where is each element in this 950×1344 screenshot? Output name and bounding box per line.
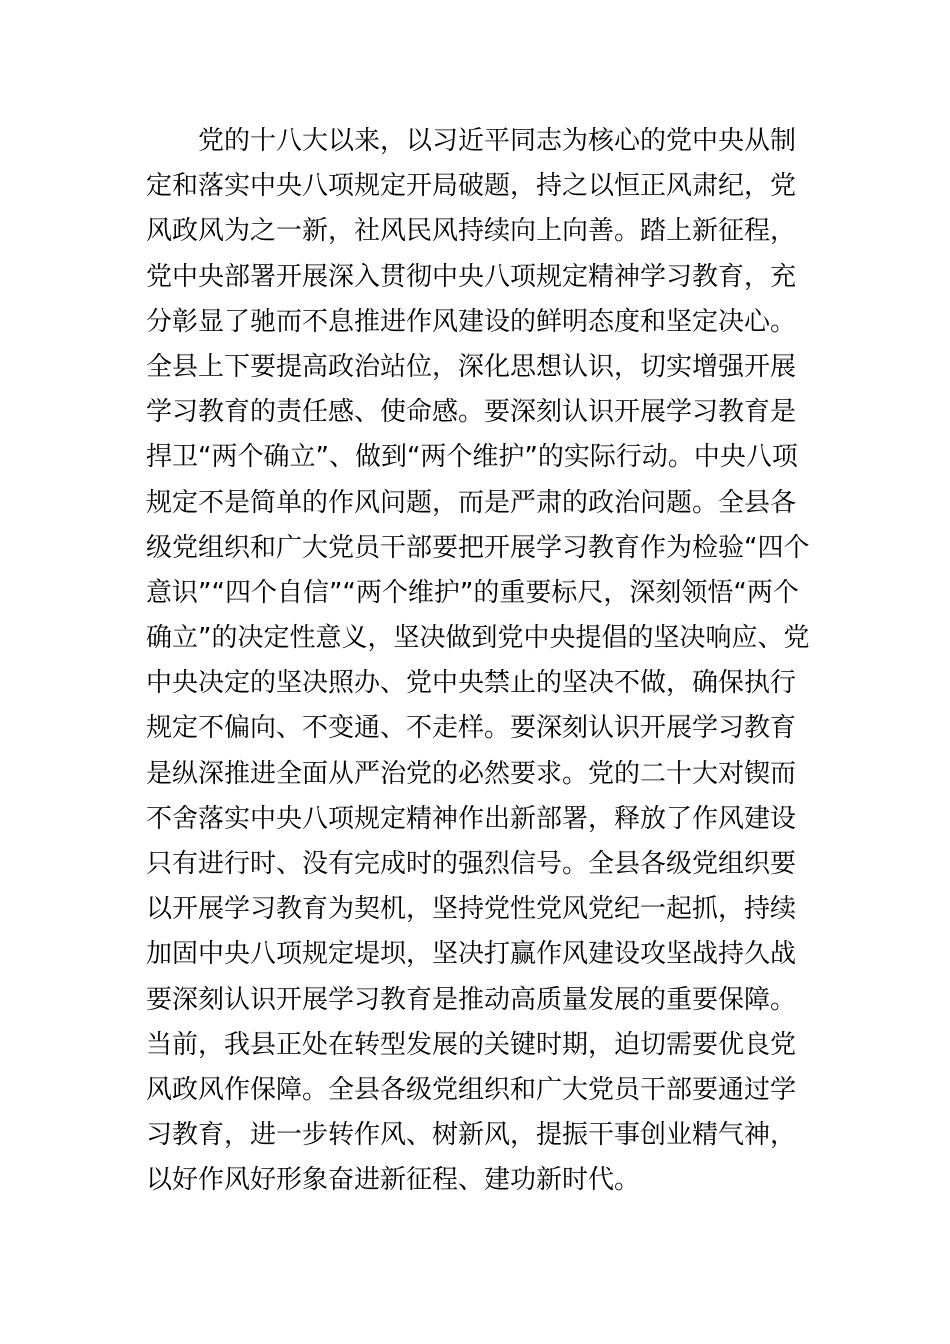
text-line-12: 确立”的决定性意义，坚决做到党中央提倡的坚决响应、党 — [146, 623, 810, 654]
text-line-20: 要深刻认识开展学习教育是推动高质量发展的重要保障。 — [146, 984, 797, 1015]
text-line-5: 分彰显了驰而不息推进作风建设的鲜明态度和坚定决心。 — [146, 306, 797, 337]
body-paragraph — [146, 119, 826, 1204]
text-line-16: 不舍落实中央八项规定精神作出新部署，释放了作风建设 — [146, 803, 797, 834]
text-line-15: 是纵深推进全面从严治党的必然要求。党的二十大对锲而 — [146, 758, 797, 789]
text-line-22: 风政风作保障。全县各级党组织和广大党员干部要通过学 — [146, 1074, 797, 1105]
text-line-2: 定和落实中央八项规定开局破题，持之以恒正风肃纪，党 — [146, 171, 797, 202]
text-line-1: 党的十八大以来，以习近平同志为核心的党中央从制 — [198, 126, 797, 156]
text-line-17: 只有进行时、没有完成时的强烈信号。全县各级党组织要 — [146, 849, 797, 879]
text-line-6: 全县上下要提高政治站位，深化思想认识，切实增强开展 — [146, 351, 797, 382]
text-line-7: 学习教育的责任感、使命感。要深刻认识开展学习教育是 — [146, 397, 797, 428]
text-line-3: 风政风为之一新，社风民风持续向上向善。踏上新征程， — [146, 216, 797, 247]
text-line-24: 以好作风好形象奋进新征程、建功新时代。 — [146, 1165, 641, 1196]
text-line-19: 加固中央八项规定堤坝，坚决打赢作风建设攻坚战持久战 — [146, 939, 797, 970]
text-line-14: 规定不偏向、不变通、不走样。要深刻认识开展学习教育 — [146, 713, 797, 744]
text-line-13: 中央决定的坚决照办、党中央禁止的坚决不做，确保执行 — [146, 668, 797, 699]
text-line-10: 级党组织和广大党员干部要把开展学习教育作为检验“四个 — [146, 532, 810, 563]
text-line-21: 当前，我县正处在转型发展的关键时期，迫切需要优良党 — [146, 1029, 797, 1060]
text-line-23: 习教育，进一步转作风、树新风，提振干事创业精气神， — [146, 1120, 797, 1151]
text-line-11: 意识”“四个自信”“两个维护”的重要标尺，深刻领悟“两个 — [146, 577, 799, 608]
text-line-18: 以开展学习教育为契机，坚持党性党风党纪一起抓，持续 — [146, 894, 797, 925]
text-line-9: 规定不是简单的作风问题，而是严肃的政治问题。全县各 — [146, 487, 797, 518]
text-line-4: 党中央部署开展深入贯彻中央八项规定精神学习教育，充 — [146, 261, 797, 292]
text-line-8: 捍卫“两个确立”、做到“两个维护”的实际行动。中央八项 — [146, 442, 798, 473]
